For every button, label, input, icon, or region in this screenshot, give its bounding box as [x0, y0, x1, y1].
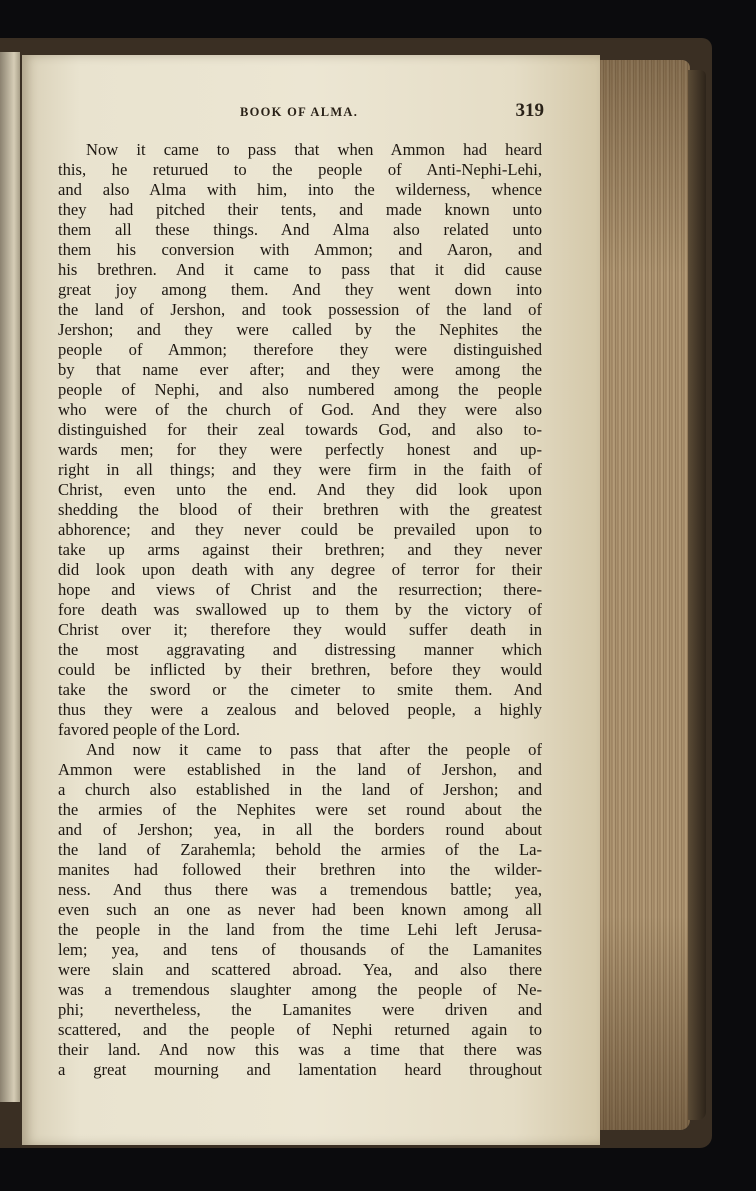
text-line: And now it came to pass that after the people of: [86, 740, 542, 759]
text-line: hope and views of Christ and the resurrection; there-: [58, 580, 542, 599]
text-line: even such an one as never had been known among all: [58, 900, 542, 919]
text-line: a great mourning and lamentation heard throughout: [58, 1060, 542, 1079]
page-fore-edge: [598, 60, 690, 1130]
text-line: by that name ever after; and they were among the: [58, 360, 542, 379]
text-line: the land of Jershon, and took possession of the land of: [58, 300, 542, 319]
cover-edge: [688, 70, 706, 1120]
text-line: great joy among them. And they went down into: [58, 280, 542, 299]
text-line: Now it came to pass that when Ammon had heard: [86, 140, 542, 159]
text-line: this, he returued to the people of Anti-Nephi-Lehi,: [58, 160, 542, 179]
text-line: ness. And thus there was a tremendous battle; yea,: [58, 880, 542, 899]
text-line: take up arms against their brethren; and they never: [58, 540, 542, 559]
text-line: people of Nephi, and also numbered among the people: [58, 380, 542, 399]
text-line: people of Ammon; therefore they were distinguished: [58, 340, 542, 359]
text-line: right in all things; and they were firm in the faith of: [58, 460, 542, 479]
text-line: were slain and scattered abroad. Yea, and also there: [58, 960, 542, 979]
text-line: his brethren. And it came to pass that it did cause: [58, 260, 542, 279]
text-line: the land of Zarahemla; behold the armies of the La-: [58, 840, 542, 859]
text-line: Ammon were established in the land of Jershon, and: [58, 760, 542, 779]
text-line: the people in the land from the time Lehi left Jerusa-: [58, 920, 542, 939]
page-number: 319: [515, 100, 544, 121]
text-line: them his conversion with Ammon; and Aaron, and: [58, 240, 542, 259]
text-line: manites had followed their brethren into the wilder-: [58, 860, 542, 879]
text-line: shedding the blood of their brethren with the greatest: [58, 500, 542, 519]
text-line: fore death was swallowed up to them by the victory of: [58, 600, 542, 619]
text-line: who were of the church of God. And they were also: [58, 400, 542, 419]
text-line: their land. And now this was a time that there was: [58, 1040, 542, 1059]
text-line: abhorence; and they never could be prevailed upon to: [58, 520, 542, 539]
text-line: lem; yea, and tens of thousands of the Lamanites: [58, 940, 542, 959]
text-line: did look upon death with any degree of terror for their: [58, 560, 542, 579]
left-page-edge: [0, 52, 20, 1102]
text-line: wards men; for they were perfectly honest and up-: [58, 440, 542, 459]
text-line: thus they were a zealous and beloved people, a highly: [58, 700, 542, 719]
text-line: Christ, even unto the end. And they did look upon: [58, 480, 542, 499]
page-header: [240, 100, 544, 126]
text-line: was a tremendous slaughter among the people of Ne-: [58, 980, 542, 999]
text-line: take the sword or the cimeter to smite them. And: [58, 680, 542, 699]
text-line: them all these things. And Alma also related unto: [58, 220, 542, 239]
body-text: [58, 140, 542, 1080]
text-line: the most aggravating and distressing manner which: [58, 640, 542, 659]
running-head: BOOK OF ALMA.: [240, 105, 359, 119]
text-line: Christ over it; therefore they would suffer death in: [58, 620, 542, 639]
text-line: phi; nevertheless, the Lamanites were driven and: [58, 1000, 542, 1019]
text-line: and also Alma with him, into the wilderness, whence: [58, 180, 542, 199]
text-line: scattered, and the people of Nephi returned again to: [58, 1020, 542, 1039]
text-line: favored people of the Lord.: [58, 720, 240, 739]
text-line: they had pitched their tents, and made known unto: [58, 200, 542, 219]
text-line: and of Jershon; yea, in all the borders round about: [58, 820, 542, 839]
text-line: the armies of the Nephites were set round about the: [58, 800, 542, 819]
text-line: could be inflicted by their brethren, before they would: [58, 660, 542, 679]
text-line: Jershon; and they were called by the Nephites the: [58, 320, 542, 339]
text-line: a church also established in the land of Jershon; and: [58, 780, 542, 799]
text-line: distinguished for their zeal towards God, and also to-: [58, 420, 542, 439]
